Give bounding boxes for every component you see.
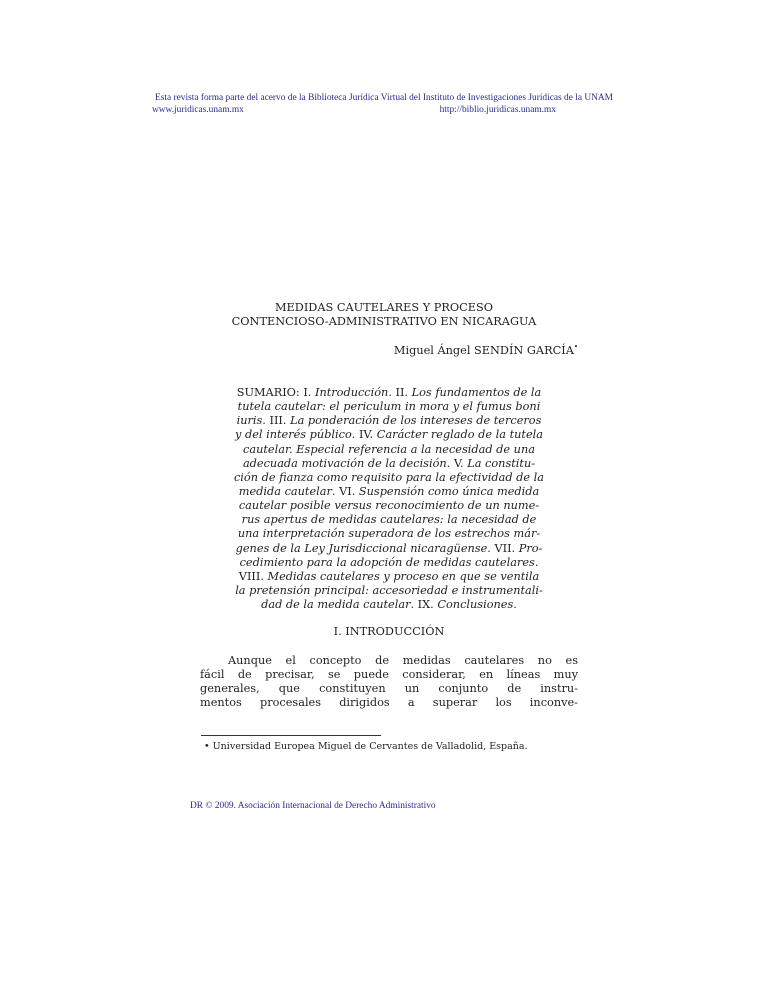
summary-numeral: . II. [388,386,412,399]
footnote [201,741,561,753]
summary-topic: cautelar. Especial referencia a la necesidad de una [243,442,535,456]
footnote-mark[interactable]: • [573,343,578,352]
footnote-divider [201,735,381,736]
summary-topic: cedimiento para la adopción de medidas cautelares [239,555,535,569]
repository-notice: Esta revista forma parte del acervo de la Biblioteca Jurídica Virtual del Instituto de Investigaciones Jurídicas de la UNAM [155,93,613,103]
summary-line [200,598,578,612]
summary-numeral: . [534,555,539,569]
summary-numeral: . [513,598,517,612]
link-biblio[interactable]: http://biblio.juridicas.unam.mx [439,105,556,115]
summary-topic: Suspensión como única medida [358,484,540,498]
summary-topic: Carácter reglado de la tutela [376,428,543,442]
summary-topic: Los fundamentos de la [411,386,542,399]
summary-line [200,428,578,442]
summary-numeral: . IV. [351,428,377,442]
summary-line [200,542,578,556]
summary-topic: medida cautelar [238,484,332,498]
summary-topic: dad de la medida cautelar [261,598,411,612]
summary-line [200,414,578,428]
summary-line [200,584,578,598]
summary-numeral: VIII. [238,569,268,583]
link-juridicas[interactable]: www.juridicas.unam.mx [152,105,244,115]
paragraph-line: mentos procesales dirigidos a superar los inconve- [200,696,578,710]
summary-line [200,570,578,584]
title-line-2: CONTENCIOSO-ADMINISTRATIVO EN NICARAGUA [231,314,537,328]
author-text: Miguel Ángel SENDÍN GARCÍA [393,344,574,357]
summary-topic: La constitu- [467,456,536,470]
summary-line [200,443,578,457]
summary-topic: cautelar posible versus reconocimiento de un nume- [238,499,540,513]
summary-topic: adecuada motivación de la decisión [242,456,447,470]
summary-numeral: . VI. [331,484,359,498]
section-heading: I. INTRODUCCIÓN [333,625,445,638]
summary-line [200,485,578,499]
paragraph-line: Aunque el concepto de medidas cautelares no es [228,654,578,667]
summary-topic: la pretensión principal: accesoriedad e instrumentali- [235,583,543,597]
summary-line [200,556,578,570]
summary [200,386,578,612]
footnote-mark: • [204,741,210,752]
author-name [394,344,578,358]
summary-topic: ción de fianza como requisito para la efectividad de la [233,470,545,484]
summary-line [200,457,578,471]
summary-topic: genes de la Ley Jurisdiccional nicaragüense [235,541,488,555]
summary-topic: iuris [236,414,263,428]
summary-line [200,471,578,485]
summary-topic: una interpretación superadora de los estrechos már- [237,527,541,541]
summary-line [200,386,578,400]
summary-topic: Introducción [314,386,389,399]
body-paragraph [200,654,578,711]
summary-topic: Pro- [518,541,543,555]
summary-numeral: SUMARIO: I. [236,386,315,399]
summary-numeral: . III. [262,414,291,428]
paragraph-line: generales, que constituyen un conjunto de instru- [200,682,578,696]
summary-topic: Conclusiones [437,598,514,612]
summary-topic: Medidas cautelares y proceso en que se ventila [267,569,540,583]
summary-line [200,499,578,513]
summary-numeral: . VII. [487,541,519,555]
summary-line [200,513,578,527]
title-line-1: MEDIDAS CAUTELARES Y PROCESO [274,301,494,314]
paragraph-line: fácil de precisar, se puede considerar, en líneas muy [200,668,578,682]
summary-numeral: . IX. [410,598,438,612]
summary-topic: La ponderación de los intereses de terceros [290,414,542,428]
summary-topic: tutela cautelar: el periculum in mora y el fumus boni [237,400,541,414]
summary-line [200,400,578,414]
article-title [150,301,618,328]
summary-topic: y del interés público [235,428,352,442]
footnote-text: Universidad Europea Miguel de Cervantes de Valladolid, España. [212,741,528,752]
copyright-footer: DR © 2009. Asociación Internacional de Derecho Administrativo [190,801,436,811]
summary-topic: rus apertus de medidas cautelares: la necesidad de [241,513,537,527]
summary-numeral: . V. [446,456,468,470]
summary-line [200,527,578,541]
